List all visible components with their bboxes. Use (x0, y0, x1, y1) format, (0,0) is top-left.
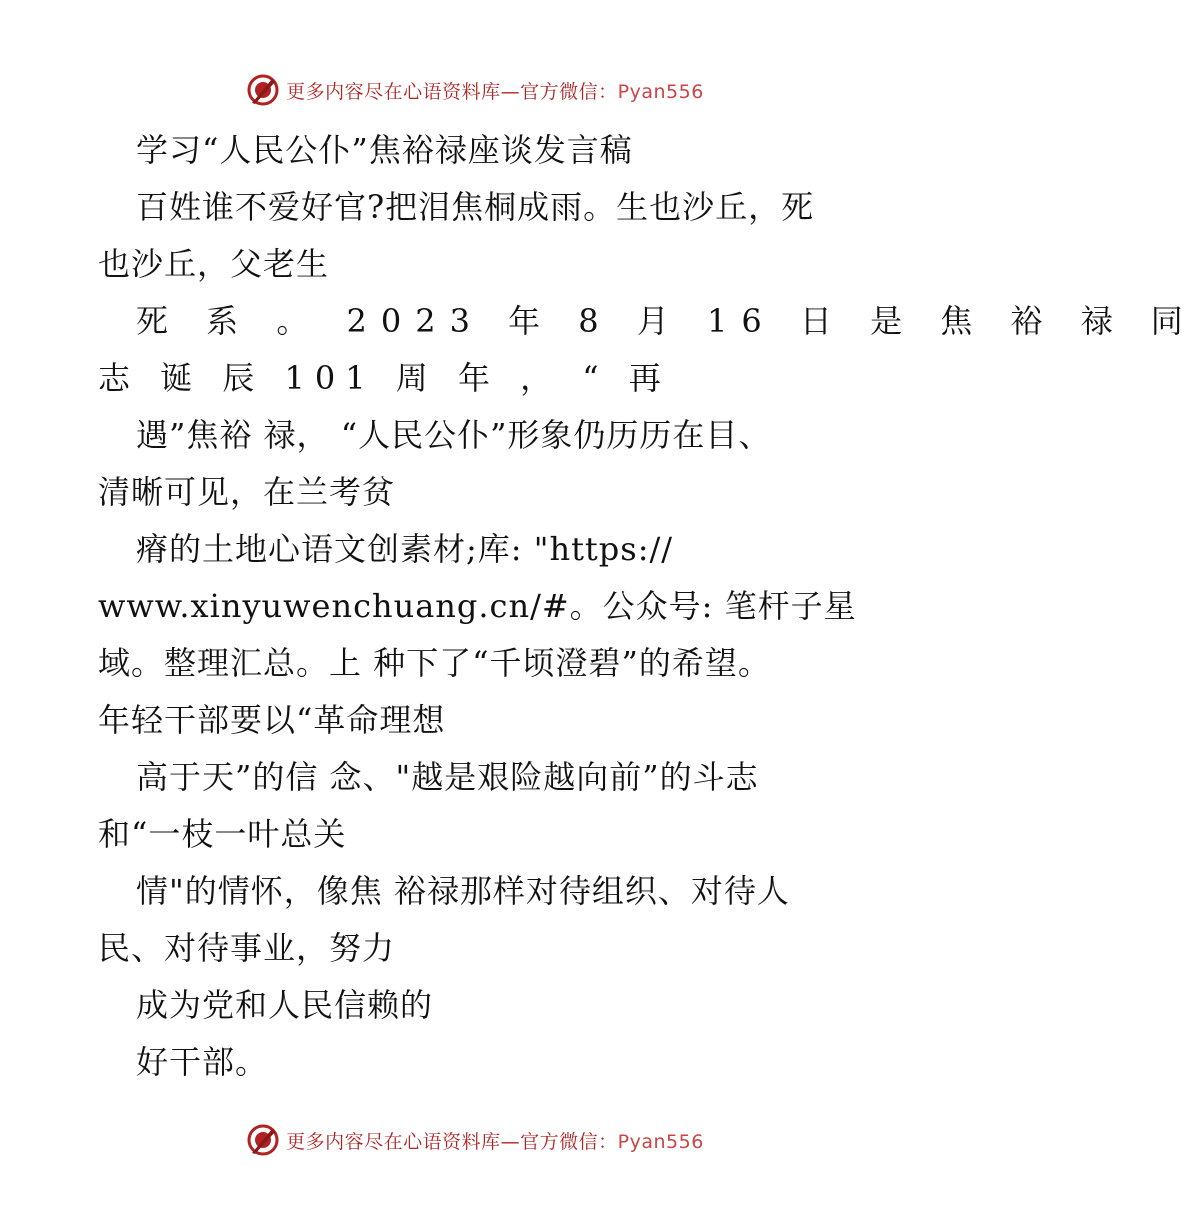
quill-seal-icon (246, 73, 280, 107)
doc-title: 学习“人民公仆”焦裕禄座谈发言稿 (136, 131, 633, 169)
doc-line: www.xinyuwenchuang.cn/#。公众号: 笔杆子星 (98, 587, 857, 625)
doc-line: 清晰可见，在兰考贫 (98, 473, 396, 511)
doc-line: 年轻干部要以“革命理想 (98, 701, 446, 739)
doc-line: 和“一枝一叶总关 (98, 815, 347, 853)
doc-line: 志 诞 辰 101 周 年 ， “ 再 (98, 359, 671, 397)
doc-line: 情"的情怀，像焦 裕禄那样对待组织、对待人 (136, 872, 790, 910)
doc-line: 死 系 。 2023 年 8 月 16 日 是 焦 裕 禄 同 (136, 302, 1197, 340)
doc-line: 成为党和人民信赖的 (136, 986, 434, 1024)
doc-line: 也沙丘，父老生 (98, 245, 330, 283)
doc-line: 百姓谁不爱好官?把泪焦桐成雨。生也沙丘，死 (136, 188, 815, 226)
watermark-id: Pyan556 (617, 80, 704, 103)
header-watermark (0, 70, 950, 110)
doc-line: 域。整理汇总。上 种下了“千顷澄碧”的希望。 (98, 644, 771, 682)
doc-line: 民、对待事业，努力 (98, 929, 396, 967)
doc-line: 好干部。 (136, 1043, 269, 1081)
watermark-id: Pyan556 (617, 1130, 704, 1153)
doc-line: 瘠的土地心语文创素材;库: "https:// (136, 530, 674, 568)
document-body (98, 122, 1197, 1091)
doc-line: 遇”焦裕 禄， “人民公仆”形象仍历历在目、 (136, 416, 772, 454)
watermark-text: 更多内容尽在心语资料库—官方微信：Pyan556 (286, 1130, 704, 1153)
footer-watermark (0, 1120, 950, 1160)
watermark-text: 更多内容尽在心语资料库—官方微信：Pyan556 (286, 80, 704, 103)
quill-seal-icon (246, 1123, 280, 1157)
doc-line: 高于天”的信 念、"越是艰险越向前”的斗志 (136, 758, 759, 796)
